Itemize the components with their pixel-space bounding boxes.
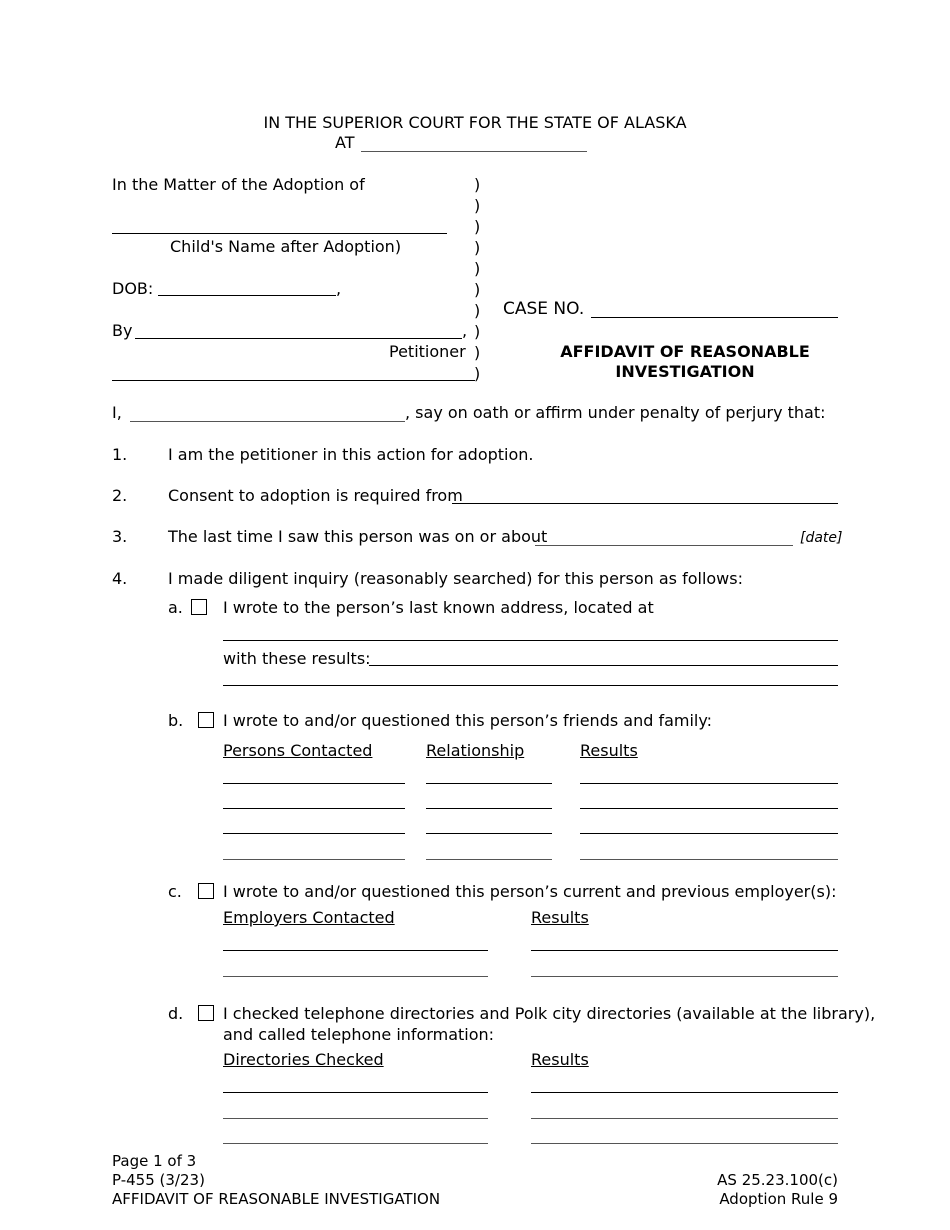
item-4d-checkbox[interactable]: [198, 1005, 214, 1021]
item-1-text: I am the petitioner in this action for adoption.: [168, 445, 534, 464]
by-line[interactable]: [135, 338, 462, 339]
item-4b-text: I wrote to and/or questioned this person’s friends and family:: [223, 711, 713, 730]
employer-line[interactable]: [223, 950, 488, 951]
directory-result-line[interactable]: [531, 1092, 838, 1093]
item-4b-letter: b.: [168, 711, 184, 730]
directory-result-line[interactable]: [531, 1143, 838, 1144]
relationship-header: Relationship: [426, 741, 525, 760]
result-line[interactable]: [580, 783, 838, 784]
court-heading: IN THE SUPERIOR COURT FOR THE STATE OF ALASKA: [263, 113, 687, 132]
person-line[interactable]: [223, 808, 405, 809]
oath-prefix: I,: [112, 403, 122, 422]
persons-contacted-header: Persons Contacted: [223, 741, 373, 760]
petitioner-line[interactable]: [112, 380, 475, 381]
consent-person-line[interactable]: [452, 503, 838, 504]
dob-line[interactable]: [158, 295, 336, 296]
document-title-line1: AFFIDAVIT OF REASONABLE: [560, 342, 810, 361]
statute-reference: AS 25.23.100(c): [717, 1171, 838, 1189]
employer-line[interactable]: [223, 976, 488, 977]
document-title-line2: INVESTIGATION: [615, 362, 755, 381]
dob-comma: ,: [336, 279, 342, 298]
item-4-text: I made diligent inquiry (reasonably searched) for this person as follows:: [168, 569, 743, 588]
relationship-line[interactable]: [426, 783, 552, 784]
by-label: By: [112, 321, 133, 340]
last-seen-date-line[interactable]: [535, 545, 793, 546]
directories-checked-header: Directories Checked: [223, 1050, 384, 1069]
results-line-1[interactable]: [369, 665, 838, 666]
footer-form-title: AFFIDAVIT OF REASONABLE INVESTIGATION: [112, 1190, 441, 1208]
petitioner-label: Petitioner: [389, 342, 466, 361]
page-number: Page 1 of 3: [112, 1152, 197, 1170]
result-line[interactable]: [580, 859, 838, 860]
results-line-2[interactable]: [223, 685, 838, 686]
item-3-number: 3.: [112, 527, 128, 546]
employer-results-header: Results: [531, 908, 589, 927]
case-no-label: CASE NO.: [503, 299, 585, 319]
item-3-text: The last time I saw this person was on or about: [168, 527, 548, 546]
item-4d-letter: d.: [168, 1004, 184, 1023]
matter-label: In the Matter of the Adoption of: [112, 175, 365, 194]
item-2-text: Consent to adoption is required from: [168, 486, 463, 505]
item-4b-checkbox[interactable]: [198, 712, 214, 728]
at-label: AT: [335, 133, 355, 152]
result-line[interactable]: [580, 808, 838, 809]
item-4c-checkbox[interactable]: [198, 883, 214, 899]
child-name-label: Child's Name after Adoption): [170, 237, 402, 256]
rule-reference: Adoption Rule 9: [719, 1190, 838, 1208]
address-line[interactable]: [223, 640, 838, 641]
child-name-line[interactable]: [112, 233, 447, 234]
results-header: Results: [580, 741, 638, 760]
employer-result-line[interactable]: [531, 950, 838, 951]
item-4-number: 4.: [112, 569, 128, 588]
person-line[interactable]: [223, 859, 405, 860]
directory-line[interactable]: [223, 1118, 488, 1119]
directory-result-line[interactable]: [531, 1118, 838, 1119]
date-hint: [date]: [800, 530, 843, 546]
oath-text: , say on oath or affirm under penalty of perjury that:: [405, 403, 826, 422]
person-line[interactable]: [223, 783, 405, 784]
case-no-line[interactable]: [591, 317, 838, 318]
relationship-line[interactable]: [426, 808, 552, 809]
item-4a-checkbox[interactable]: [191, 599, 207, 615]
employers-contacted-header: Employers Contacted: [223, 908, 395, 927]
item-4a-letter: a.: [168, 598, 183, 617]
relationship-line[interactable]: [426, 833, 552, 834]
item-1-number: 1.: [112, 445, 128, 464]
person-line[interactable]: [223, 833, 405, 834]
results-label: with these results:: [223, 649, 371, 668]
item-4c-letter: c.: [168, 882, 182, 901]
item-4d-text-line1: I checked telephone directories and Polk city directories (available at the library),: [223, 1004, 876, 1023]
by-comma: ,: [462, 321, 468, 340]
affiant-name-line[interactable]: [130, 421, 405, 422]
directory-line[interactable]: [223, 1143, 488, 1144]
relationship-line[interactable]: [426, 859, 552, 860]
employer-result-line[interactable]: [531, 976, 838, 977]
directory-results-header: Results: [531, 1050, 589, 1069]
item-4a-text: I wrote to the person’s last known address, located at: [223, 598, 654, 617]
item-4d-text-line2: and called telephone information:: [223, 1025, 495, 1044]
result-line[interactable]: [580, 833, 838, 834]
directory-line[interactable]: [223, 1092, 488, 1093]
form-number: P-455 (3/23): [112, 1171, 205, 1189]
item-4c-text: I wrote to and/or questioned this person’s current and previous employer(s):: [223, 882, 837, 901]
item-2-number: 2.: [112, 486, 128, 505]
dob-label: DOB:: [112, 279, 154, 298]
at-location-line[interactable]: [361, 151, 587, 152]
